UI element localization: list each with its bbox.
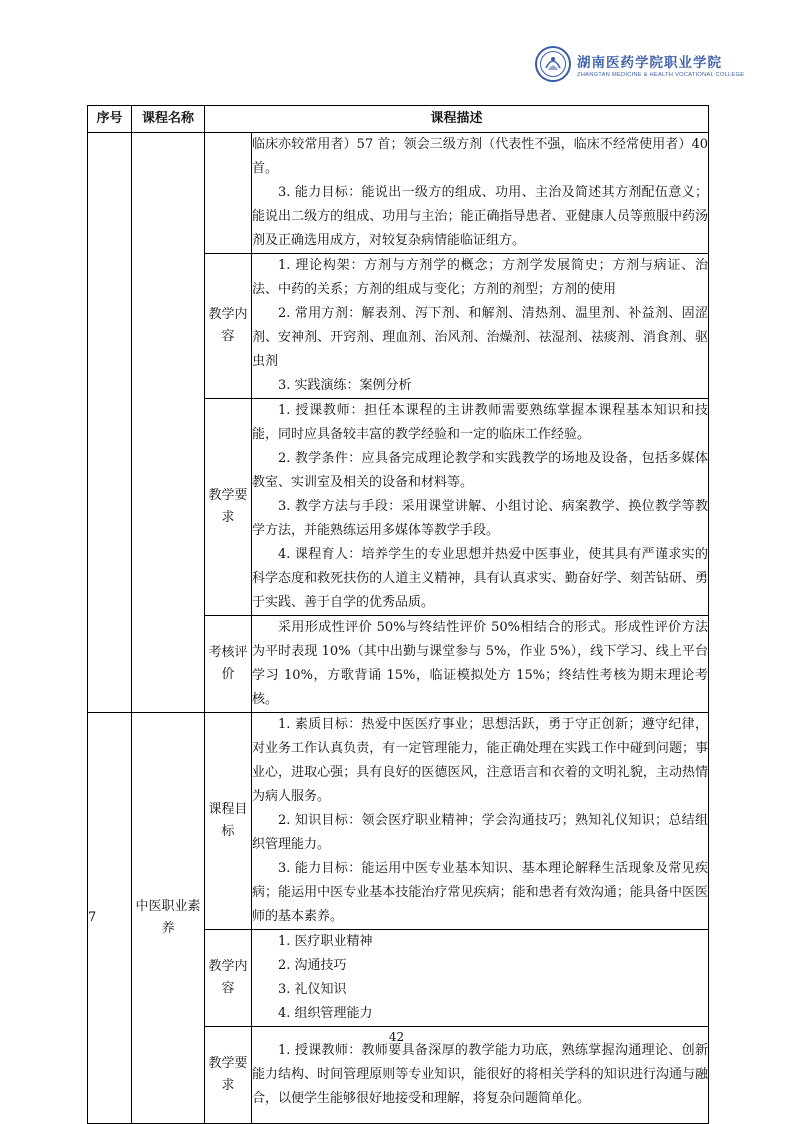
logo-english-name: ZHANGTAN MEDICINE & HEALTH VOCATIONAL COLLEGE <box>577 71 745 78</box>
paragraph: 1. 素质目标：热爱中医医疗事业；思想活跃，勇于守正创新；遵守纪律，对业务工作认真负责，有一定管理能力，能正确处理在实践工作中碰到问题；事业心，进取心强；具有良好的医德医风，注意语言和衣着的文明礼貌，主动热情为病人服务。 <box>252 717 709 804</box>
paragraph: 4. 课程育人：培养学生的专业思想并热爱中医事业，使其具有严谨求实的科学态度和救死扶伤的人道主义精神，具有认真求实、勤奋好学、刻苦钻研、勇于实践、善于自学的优秀品质。 <box>252 547 709 610</box>
course6-eval-desc <box>252 616 709 713</box>
course7-num: 7 <box>88 713 132 1124</box>
course7-goal-desc <box>252 713 709 930</box>
paragraph: 2. 常用方剂：解表剂、泻下剂、和解剂、清热剂、温里剂、补益剂、固涩剂、安神剂、开窍剂、理血剂、治风剂、治燥剂、祛湿剂、祛痰剂、消食剂、驱虫剂 <box>252 306 709 369</box>
paragraph: 临床亦较常用者）57 首；领会三级方剂（代表性不强，临床不经常使用者）40 首。 <box>252 137 709 176</box>
course6-goal-desc <box>252 133 709 254</box>
course-table <box>87 105 709 1124</box>
course7-content-desc <box>252 930 709 1027</box>
header-num: 序号 <box>88 106 132 133</box>
course7-name: 中医职业素养 <box>132 713 205 1124</box>
course6-name-cell <box>132 133 205 713</box>
course7-req-label: 教学要求 <box>205 1027 252 1124</box>
header-name: 课程名称 <box>132 106 205 133</box>
paragraph: 采用形成性评价 50%与终结性评价 50%相结合的形式。形成性评价方法为平时表现 10%（其中出勤与课堂参与 5%，作业 5%），线下学习、线上平台学习 10%，方歌背诵 15%，临证模拟处方 15%；终结性考核为期末理论考核。 <box>252 620 709 707</box>
paragraph: 1. 授课教师：教师要具备深厚的教学能力功底，熟练掌握沟通理论、创新能力结构、时间管理原则等专业知识，能很好的将相关学科的知识进行沟通与融合，以便学生能够很好地接受和理解，将复杂问题简单化。 <box>252 1043 709 1106</box>
paragraph: 3. 能力目标：能说出一级方的组成、功用、主治及简述其方剂配伍意义；能说出二级方的组成、功用与主治；能正确指导患者、亚健康人员等煎服中药汤剂及正确选用成方，对较复杂病情能临证组方。 <box>252 185 709 248</box>
table-row <box>88 713 709 930</box>
course6-req-desc <box>252 399 709 616</box>
course6-eval-label: 考核评价 <box>205 616 252 713</box>
page-number: 42 <box>388 1030 405 1044</box>
course6-req-label: 教学要求 <box>205 399 252 616</box>
list-item: 1. 医疗职业精神 <box>278 934 373 949</box>
list-item: 2. 沟通技巧 <box>278 958 347 973</box>
course7-content-label: 教学内容 <box>205 930 252 1027</box>
header-desc: 课程描述 <box>205 106 709 133</box>
course7-goal-label: 课程目标 <box>205 713 252 930</box>
header-row <box>88 106 709 133</box>
paragraph: 2. 知识目标：领会医疗职业精神；学会沟通技巧；熟知礼仪知识；总结组织管理能力。 <box>252 813 709 852</box>
college-seal-icon <box>535 46 571 82</box>
course6-num-cell <box>88 133 132 713</box>
course6-content-label: 教学内容 <box>205 254 252 399</box>
table-row <box>88 133 709 254</box>
paragraph: 1. 授课教师：担任本课程的主讲教师需要熟练掌握本课程基本知识和技能，同时应具备较丰富的教学经验和一定的临床工作经验。 <box>252 403 709 442</box>
list-item: 3. 礼仪知识 <box>278 982 347 997</box>
course6-content-desc <box>252 254 709 399</box>
list-item: 4. 组织管理能力 <box>278 1006 373 1021</box>
paragraph: 1. 理论构架：方剂与方剂学的概念；方剂学发展简史；方剂与病证、治法、中药的关系；方剂的组成与变化；方剂的剂型；方剂的使用 <box>252 258 709 297</box>
logo-chinese-name: 湖南医药学院职业学院 <box>577 54 722 71</box>
college-logo <box>535 44 765 84</box>
course6-goal-label-cell <box>205 133 252 254</box>
paragraph: 3. 实践演练：案例分析 <box>278 378 412 393</box>
paragraph: 3. 教学方法与手段：采用课堂讲解、小组讨论、病案教学、换位教学等教学方法，并能熟练运用多媒体等教学手段。 <box>252 499 709 538</box>
paragraph: 2. 教学条件：应具备完成理论教学和实践教学的场地及设备，包括多媒体教室、实训室及相关的设备和材料等。 <box>252 451 709 490</box>
paragraph: 3. 能力目标：能运用中医专业基本知识、基本理论解释生活现象及常见疾病；能运用中医专业基本技能治疗常见疾病；能和患者有效沟通；能具备中医医师的基本素养。 <box>252 861 709 924</box>
